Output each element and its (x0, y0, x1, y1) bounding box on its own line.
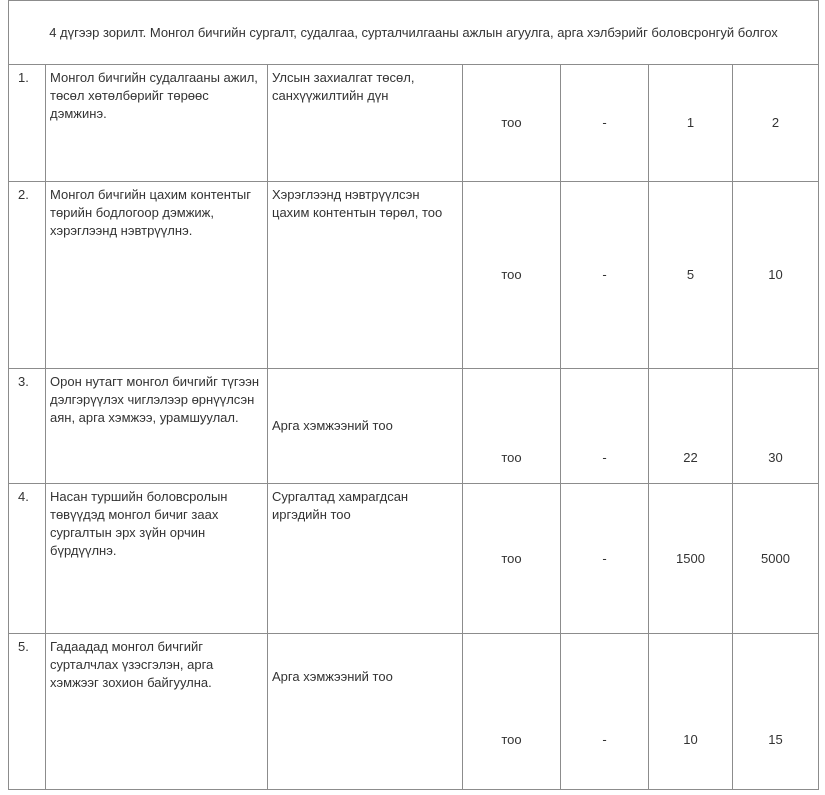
header-row (9, 1, 819, 65)
row-number: 3. (9, 369, 46, 484)
baseline-cell: - (561, 182, 649, 369)
baseline-cell: - (561, 65, 649, 182)
target1-cell: 1 (649, 65, 733, 182)
table-row (9, 369, 819, 484)
row-number: 4. (9, 484, 46, 634)
indicator-cell (268, 634, 463, 790)
action-cell: Орон нутагт монгол бичгийг түгээн дэлгэрүүлэх чиглэлээр өрнүүлсэн аян, арга хэмжээ, урамшуулал. (46, 369, 268, 484)
action-cell: Монгол бичгийн цахим контентыг төрийн бодлогоор дэмжиж, хэрэглээнд нэвтрүүлнэ. (46, 182, 268, 369)
unit-cell: тоо (463, 369, 561, 484)
row-number: 5. (9, 634, 46, 790)
goal-title: 4 дүгээр зорилт. Монгол бичгийн сургалт, судалгаа, сурталчилгааны ажлын агуулга, арга хэлбэрийг боловсронгуй болгох (9, 1, 819, 65)
indicator-cell: Арга хэмжээний тоо (268, 369, 463, 484)
indicator-cell: Хэрэглээнд нэвтрүүлсэн цахим контентын төрөл, тоо (268, 182, 463, 369)
target1-cell: 22 (649, 369, 733, 484)
target2-cell: 2 (733, 65, 819, 182)
target1-cell: 1500 (649, 484, 733, 634)
target2-cell: 10 (733, 182, 819, 369)
unit-cell: тоо (463, 634, 561, 790)
table-row (9, 634, 819, 790)
table-row (9, 484, 819, 634)
target2-cell: 30 (733, 369, 819, 484)
unit-cell: тоо (463, 484, 561, 634)
indicator-text: Арга хэмжээний тоо (272, 669, 393, 684)
action-cell: Гадаадад монгол бичгийг сурталчлах үзэсгэлэн, арга хэмжээг зохион байгуулна. (46, 634, 268, 790)
row-number: 1. (9, 65, 46, 182)
indicator-cell: Улсын захиалгат төсөл, санхүүжилтийн дүн (268, 65, 463, 182)
baseline-cell: - (561, 369, 649, 484)
target1-cell: 10 (649, 634, 733, 790)
action-cell: Насан туршийн боловсролын төвүүдэд монгол бичиг заах сургалтын эрх зүйн орчин бүрдүүлнэ. (46, 484, 268, 634)
target2-cell: 15 (733, 634, 819, 790)
row-number: 2. (9, 182, 46, 369)
table-row (9, 65, 819, 182)
goals-table (8, 0, 819, 790)
unit-cell: тоо (463, 65, 561, 182)
unit-cell: тоо (463, 182, 561, 369)
target2-cell: 5000 (733, 484, 819, 634)
target1-cell: 5 (649, 182, 733, 369)
action-cell: Монгол бичгийн судалгааны ажил, төсөл хөтөлбөрийг төрөөс дэмжинэ. (46, 65, 268, 182)
baseline-cell: - (561, 484, 649, 634)
table-row (9, 182, 819, 369)
baseline-cell: - (561, 634, 649, 790)
indicator-cell: Сургалтад хамрагдсан иргэдийн тоо (268, 484, 463, 634)
